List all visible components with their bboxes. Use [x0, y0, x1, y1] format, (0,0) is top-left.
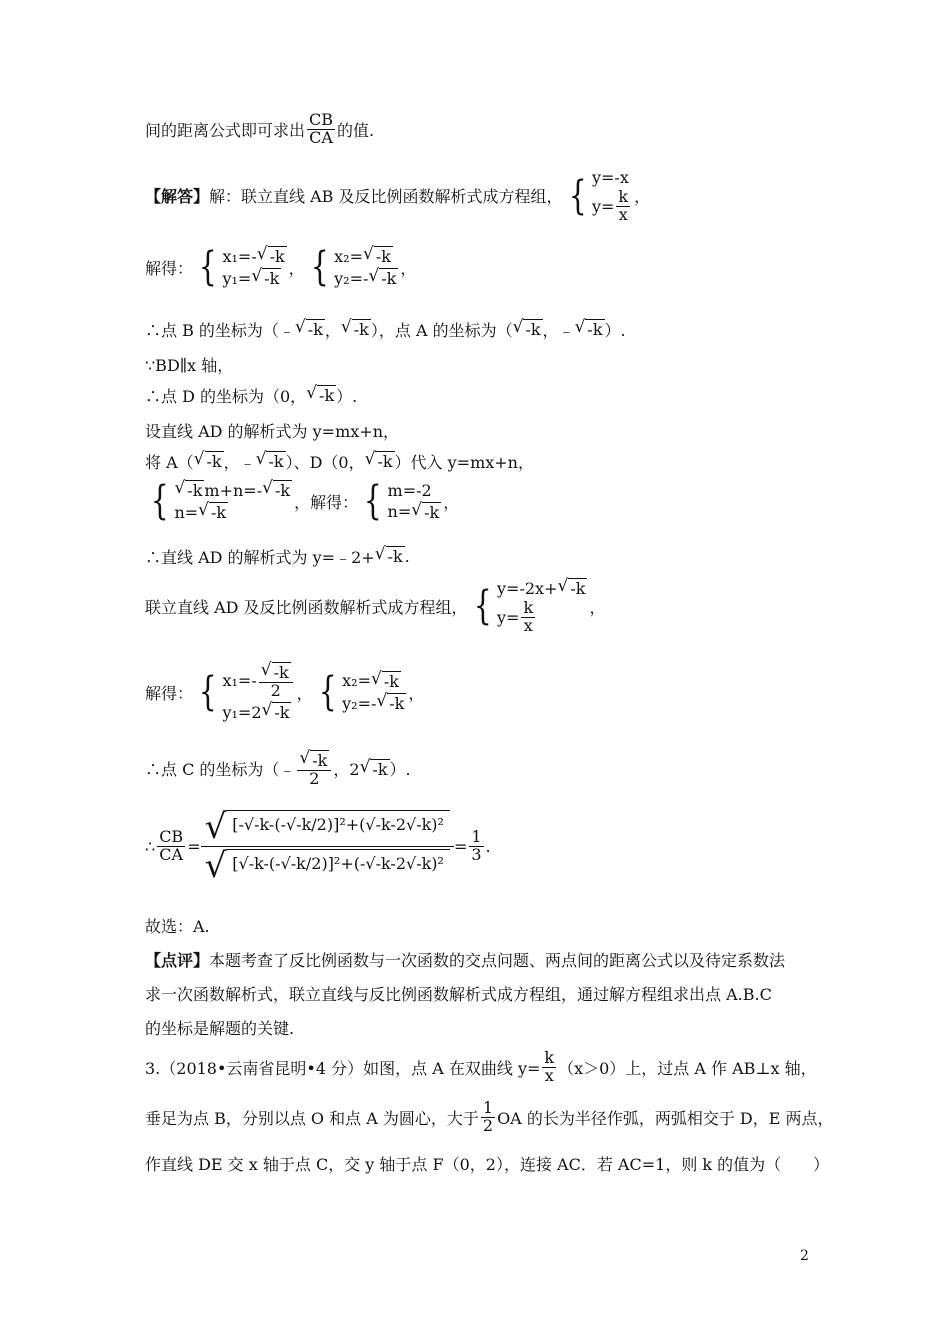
square-root: √ [-√-k-(-√-k/2)]²+(√-k-2√-k)² — [205, 810, 450, 844]
square-root: √ -k — [362, 244, 391, 266]
comment-tag: 【点评】 — [145, 951, 210, 970]
fraction-denominator: 2 — [482, 1115, 494, 1135]
text: ）代入 y=mx+n， — [394, 453, 534, 472]
fraction-numerator: CB — [309, 110, 334, 129]
text: （x＞0）上，过点 A 作 AB⊥x 轴， — [558, 1058, 817, 1078]
fraction-denominator: x — [618, 204, 628, 224]
brace: { — [318, 669, 337, 716]
text: 设直线 AD 的解析式为 y=mx+n， — [145, 422, 399, 441]
text: y=-2x+ — [497, 578, 558, 598]
equation-system — [565, 168, 633, 224]
equation-row — [334, 246, 398, 266]
equation-row: m=-2 — [387, 480, 432, 500]
radicand: -k — [383, 671, 399, 691]
radicand: -k — [273, 663, 289, 682]
text-line — [145, 914, 210, 937]
equation-row — [222, 662, 294, 700]
text: n= — [387, 502, 412, 522]
fraction-numerator: 1 — [482, 1098, 494, 1117]
text: ）. — [604, 321, 626, 340]
square-root: √ -k — [306, 383, 335, 406]
radicand: -k — [264, 269, 280, 289]
text: m+n=- — [204, 480, 263, 500]
fraction — [521, 600, 535, 635]
text: ，解得： — [294, 492, 359, 512]
radicand: -k — [274, 481, 291, 500]
text: = — [187, 837, 201, 856]
text: 的值. — [337, 120, 375, 140]
fraction-denominator: CA — [309, 127, 333, 147]
fraction-numerator — [259, 662, 293, 683]
text-line — [145, 1016, 294, 1039]
fraction-denominator: CA — [159, 845, 184, 864]
fraction-numerator — [201, 808, 454, 847]
equation-system — [195, 244, 287, 291]
text: ∴ — [145, 837, 156, 856]
radicand: -k — [187, 481, 203, 500]
equation-row — [174, 480, 292, 500]
text-line — [145, 318, 626, 341]
text-line — [145, 545, 410, 568]
radicand: -k — [274, 702, 290, 722]
text: ，﹣ — [542, 321, 575, 340]
text: ， — [408, 683, 425, 703]
square-root: √ -k — [370, 668, 399, 691]
radicand: -k — [353, 320, 369, 340]
square-root: √ -k — [251, 266, 280, 289]
text-line — [145, 578, 605, 635]
fraction-numerator: k — [523, 598, 534, 618]
square-root: √ -k — [368, 266, 397, 289]
equation-system — [307, 244, 399, 291]
radicand: -k — [372, 759, 388, 779]
equation-row — [222, 699, 294, 722]
text: ∴点 D 的坐标为（0， — [145, 387, 307, 406]
equation-row — [387, 499, 442, 522]
text: ， — [288, 258, 305, 278]
brace: { — [198, 669, 217, 716]
square-root: √ -k — [255, 449, 284, 472]
fraction-numerator: 1 — [471, 827, 482, 847]
text: x₂= — [342, 671, 371, 691]
radicand: -k — [375, 247, 391, 266]
text-line — [145, 662, 424, 722]
radicand: -k — [307, 320, 323, 340]
distance-ratio-fraction — [201, 808, 454, 885]
equation-row: y=-x — [591, 168, 629, 187]
fraction — [542, 1050, 556, 1085]
square-root: √ -k — [411, 499, 440, 522]
text: ）. — [336, 387, 358, 406]
equation-row — [222, 268, 286, 288]
text: ∴点 C 的坐标为（﹣ — [145, 760, 296, 780]
fraction-denominator: 3 — [471, 845, 482, 864]
text: = — [453, 837, 468, 856]
square-root: √ -k — [262, 478, 291, 500]
square-root: √ -k — [374, 544, 403, 567]
brace: { — [198, 244, 217, 291]
fraction — [259, 662, 293, 700]
text: 垂足为点 B，分别以点 O 和点 A 为圆心，大于 — [145, 1108, 479, 1128]
square-root: √ -k — [512, 317, 541, 340]
text: x₂= — [334, 246, 363, 266]
square-root: √ -k — [174, 478, 203, 500]
text: ∴直线 AD 的解析式为 y=﹣2+ — [145, 548, 375, 567]
text: . — [485, 837, 491, 856]
text: ∴点 B 的坐标为（﹣ — [145, 321, 295, 340]
text-line — [145, 112, 374, 147]
square-root: √ -k — [376, 691, 405, 714]
square-root: √ -k — [574, 317, 603, 340]
text: 求一次函数解析式，联立直线与反比例函数解析式成方程组，通过解方程组求出点 A.B.C — [145, 985, 772, 1004]
fraction-numerator — [297, 750, 331, 771]
square-root: √ [√-k-(-√-k/2)]²+(-√-k-2√-k)² — [205, 849, 450, 883]
square-root: √ -k — [294, 317, 323, 340]
text: 故选：A. — [145, 917, 210, 936]
text: y₂=- — [334, 268, 369, 288]
text: . — [404, 547, 410, 566]
radicand: -k — [206, 452, 222, 472]
radicand: [√-k-(-√-k/2)]²+(-√-k-2√-k)² — [226, 849, 450, 883]
square-root: √ -k — [260, 660, 289, 682]
square-root: √ -k — [193, 449, 222, 472]
text-line — [145, 1100, 834, 1135]
fraction — [469, 829, 483, 864]
radicand: -k — [587, 320, 603, 340]
fraction — [297, 750, 331, 788]
text: n= — [174, 502, 199, 522]
text: ， — [634, 187, 651, 207]
equation-system — [470, 578, 588, 635]
text: ， — [400, 258, 417, 278]
radicand: -k — [381, 269, 397, 289]
equation-row — [222, 246, 286, 266]
brace: { — [310, 244, 329, 291]
text-line — [145, 808, 491, 885]
brace: { — [150, 478, 169, 525]
radicand: -k — [268, 452, 284, 472]
text-line — [145, 478, 460, 525]
equation-row — [174, 502, 292, 522]
text-line — [145, 244, 417, 291]
radicand: [-√-k-(-√-k/2)]²+(√-k-2√-k)² — [226, 810, 450, 844]
text: 联立直线 AD 及反比例函数解析式成方程组， — [145, 597, 468, 617]
text: 本题考查了反比例函数与一次函数的交点问题、两点间的距离公式以及待定系数法 — [209, 951, 786, 970]
equation-row — [497, 578, 587, 598]
text: y= — [497, 607, 520, 627]
text: 将 A（ — [145, 453, 194, 472]
fraction-numerator: CB — [159, 827, 184, 847]
text: ， — [324, 321, 341, 340]
text-line — [145, 948, 785, 971]
text-line — [145, 450, 534, 473]
fraction — [307, 112, 335, 147]
text: x₁=- — [222, 671, 257, 691]
text-line — [145, 982, 772, 1005]
fraction — [481, 1100, 495, 1135]
text: 作直线 DE 交 x 轴于点 C，交 y 轴于点 F（0，2），连接 AC．若 AC=1，则 k 的值为（ ） — [145, 1155, 830, 1174]
text: ， — [589, 597, 606, 617]
text-line — [145, 353, 233, 376]
text: 解：联立直线 AB 及反比例函数解析式成方程组， — [209, 187, 563, 207]
brace: { — [568, 172, 587, 219]
radicand: -k — [424, 502, 440, 522]
radicand: -k — [377, 452, 393, 472]
square-root: √ -k — [256, 244, 285, 266]
text: ）、D（0， — [285, 453, 365, 472]
brace: { — [363, 478, 382, 525]
equation-row — [342, 693, 406, 713]
text: ），点 A 的坐标为（ — [370, 321, 513, 340]
text: ，﹣ — [223, 453, 256, 472]
text-line — [145, 384, 357, 407]
text: x₁=- — [222, 246, 257, 266]
text: y= — [591, 196, 615, 216]
fraction-denominator: x — [544, 1065, 554, 1085]
equation-system — [315, 668, 407, 716]
text: y₁= — [222, 268, 252, 288]
equation-row — [334, 268, 398, 288]
square-root: √ -k — [261, 699, 290, 722]
radicand: -k — [319, 386, 335, 406]
text: y₁=2 — [222, 702, 262, 722]
equation-row — [342, 668, 406, 691]
text-line — [145, 419, 399, 442]
text-line — [145, 168, 650, 224]
radicand: -k — [269, 247, 285, 266]
square-root: √ -k — [198, 500, 227, 523]
text-line — [145, 1152, 829, 1175]
text: ，2 — [333, 760, 360, 780]
radicand: -k — [570, 579, 586, 598]
text: OA 的长为半径作弧，两弧相交于 D，E 两点， — [497, 1108, 834, 1128]
text-line — [145, 1050, 817, 1085]
fraction-denominator: 2 — [309, 769, 320, 789]
square-root: √ -k — [359, 756, 388, 779]
radicand: -k — [211, 503, 227, 523]
fraction — [616, 189, 630, 224]
radicand: -k — [525, 320, 541, 340]
fraction-denominator: x — [523, 615, 533, 635]
text: y₂=- — [342, 693, 377, 713]
text: ∵BD∥x 轴， — [145, 356, 234, 375]
square-root: √ -k — [364, 449, 393, 472]
equation-system — [195, 662, 295, 722]
brace: { — [473, 583, 492, 630]
text: ， — [296, 683, 313, 703]
text: 间的距离公式即可求出 — [145, 120, 306, 140]
answer-tag: 【解答】 — [145, 187, 210, 207]
equation-row — [592, 189, 632, 224]
square-root: √ -k — [340, 317, 369, 340]
square-root: √ -k — [557, 576, 586, 598]
radicand: -k — [389, 694, 405, 714]
radicand: -k — [387, 547, 403, 567]
equation-system — [147, 478, 292, 525]
fraction-denominator: 2 — [270, 681, 281, 701]
text: 解得： — [145, 258, 194, 278]
text: ）. — [389, 760, 411, 780]
fraction-numerator: k — [544, 1048, 555, 1067]
text: 3.（2018•云南省昆明•4 分）如图，点 A 在双曲线 y= — [145, 1058, 541, 1078]
square-root: √ -k — [299, 748, 328, 770]
text: ， — [443, 492, 460, 512]
equation-system — [360, 478, 441, 525]
page-number: 2 — [800, 1248, 809, 1264]
fraction-numerator: k — [618, 187, 629, 206]
fraction — [157, 829, 185, 864]
text: 的坐标是解题的关键. — [145, 1019, 295, 1038]
text-line — [145, 750, 411, 788]
fraction-denominator — [201, 847, 454, 885]
equation-row — [497, 600, 587, 635]
radicand: -k — [312, 751, 328, 770]
text: 解得： — [145, 683, 194, 703]
